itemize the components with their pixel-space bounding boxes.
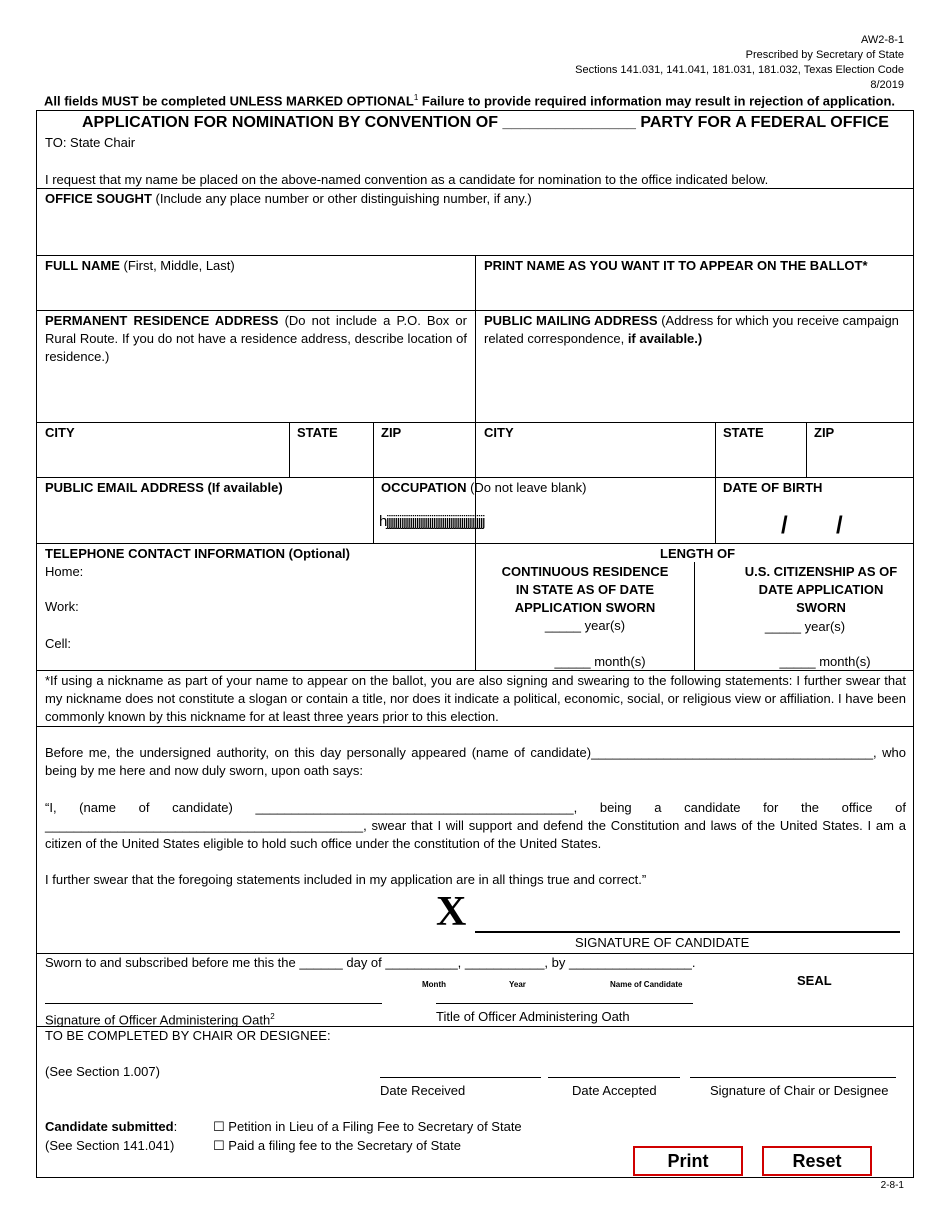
chair-heading: TO BE COMPLETED BY CHAIR OR DESIGNEE:: [45, 1028, 331, 1043]
year-caption: Year: [509, 980, 526, 989]
see-section-141041: (See Section 141.041): [45, 1138, 175, 1153]
residence-years[interactable]: _____ year(s): [544, 618, 626, 633]
residence-months[interactable]: _____ month(s): [554, 654, 646, 669]
date-received-line[interactable]: [380, 1077, 541, 1078]
occupation-field[interactable]: hjjjjjjjjjjjjjjjjjjjjjjjjjjjjjjjjjjjjjjjjjjjjjj: [379, 513, 485, 530]
oath-further: I further swear that the foregoing statements included in my application are in all things true and correct.”: [45, 872, 647, 887]
form-header: [575, 33, 904, 93]
residence-length-heading: CONTINUOUS RESIDENCE IN STATE AS OF DATE APPLICATION SWORN: [501, 564, 669, 615]
mailing-state-label: STATE: [723, 425, 764, 440]
mailing-city-label: CITY: [484, 425, 514, 440]
officer-signature-label: Signature of Officer Administering Oath$^2$: [45, 1012, 275, 1028]
form-title: APPLICATION FOR NOMINATION BY CONVENTION OF _______________ PARTY FOR A FEDERAL OFFICE: [82, 114, 889, 131]
print-button[interactable]: Print: [633, 1146, 743, 1176]
date-accepted-label: Date Accepted: [572, 1083, 657, 1098]
checkbox-icon[interactable]: ☐: [213, 1120, 225, 1135]
column-divider: [373, 422, 374, 543]
work-phone-label: Work:: [45, 599, 79, 614]
oath-intro: Before me, the undersigned authority, on this day personally appeared (name of candidate)_______________________________________, who being by me here and now duly sworn, upon oath says:: [45, 745, 906, 778]
mailing-zip-label: ZIP: [814, 425, 835, 440]
residence-address-label: PERMANENT RESIDENCE ADDRESS (Do not include a P.O. Box or Rural Route. If you do not have a residence address, describe location of residence.): [45, 313, 467, 364]
option-petition[interactable]: ☐ Petition in Lieu of a Filing Fee to Secretary of State: [213, 1119, 522, 1135]
residence-city-label: CITY: [45, 425, 75, 440]
seal-label: SEAL: [797, 973, 832, 988]
footer-code: 2-8-1: [880, 1180, 904, 1191]
see-section-1007: (See Section 1.007): [45, 1064, 160, 1079]
officer-title-line[interactable]: [436, 1003, 693, 1004]
signature-caption: SIGNATURE OF CANDIDATE: [575, 935, 750, 950]
date-accepted-line[interactable]: [548, 1077, 680, 1078]
form-date: 8/2019: [870, 79, 904, 91]
residence-zip-label: ZIP: [381, 425, 402, 440]
officer-signature-line[interactable]: [45, 1003, 382, 1004]
name-caption: Name of Candidate: [610, 980, 683, 989]
divider: [36, 726, 914, 727]
email-label: PUBLIC EMAIL ADDRESS (If available): [45, 480, 283, 495]
column-divider: [715, 422, 716, 543]
residence-state-label: STATE: [297, 425, 338, 440]
code-sections: Sections 141.031, 141.041, 181.031, 181.032, Texas Election Code: [575, 64, 904, 76]
form-id: AW2-8-1: [861, 34, 904, 46]
chair-signature-line[interactable]: [690, 1077, 896, 1078]
column-divider: [289, 422, 290, 477]
cell-phone-label: Cell:: [45, 636, 72, 651]
prescribed-by: Prescribed by Secretary of State: [745, 49, 904, 61]
occupation-label: OCCUPATION (Do not leave blank): [381, 480, 587, 495]
office-sought-label: OFFICE SOUGHT (Include any place number or other distinguishing number, if any.): [45, 191, 532, 206]
signature-x-mark: X: [436, 889, 467, 935]
nickname-statement: *If using a nickname as part of your name to appear on the ballot, you are also signing and swearing to the following statements: I further swear that my nickname does not constitute a slogan or contain a title, nor does it indicate a political, economic, social, or religious view or affiliation. I have been commonly known by this nickname for at least three years prior to this election.: [45, 673, 906, 724]
full-name-label: FULL NAME (First, Middle, Last): [45, 258, 235, 273]
column-divider: [475, 255, 476, 670]
home-phone-label: Home:: [45, 564, 84, 579]
date-of-birth-label: DATE OF BIRTH: [723, 480, 823, 495]
dob-separator: /: [781, 512, 788, 539]
chair-signature-label: Signature of Chair or Designee: [710, 1083, 889, 1098]
request-statement: I request that my name be placed on the above-named convention as a candidate for nomination to the office indicated below.: [45, 172, 769, 187]
dob-separator: /: [836, 512, 843, 539]
option-filing-fee[interactable]: ☐ Paid a filing fee to the Secretary of State: [213, 1138, 461, 1154]
citizenship-years[interactable]: _____ year(s): [764, 619, 846, 634]
ballot-name-label: PRINT NAME AS YOU WANT IT TO APPEAR ON THE BALLOT*: [484, 258, 868, 273]
reset-button[interactable]: Reset: [762, 1146, 872, 1176]
telephone-label: TELEPHONE CONTACT INFORMATION (Optional): [45, 546, 350, 561]
to-state-chair: TO: State Chair: [45, 135, 136, 150]
mailing-address-label: PUBLIC MAILING ADDRESS (Address for which you receive campaign related correspondence, if available.): [484, 313, 899, 346]
checkbox-icon[interactable]: ☐: [213, 1139, 225, 1154]
officer-title-label: Title of Officer Administering Oath: [436, 1009, 630, 1024]
oath-body: “I, (name of candidate) ____________________________________________, being a candidate for the office of ____________________________________________, swear that I will support and defend the Constitution and laws of the United States. I am a citizen of the United States eligible to hold such office under the constitution of the United States.: [45, 800, 906, 851]
citizenship-months[interactable]: _____ month(s): [779, 654, 871, 669]
required-fields-notice: All fields MUST be completed UNLESS MARKED OPTIONAL$^1$ Failure to provide required information may result in rejection of application.: [44, 93, 896, 109]
length-of-label: LENGTH OF: [660, 546, 736, 561]
column-divider: [806, 422, 807, 477]
date-received-label: Date Received: [380, 1083, 466, 1098]
citizenship-length-heading: U.S. CITIZENSHIP AS OF DATE APPLICATION SWORN: [744, 564, 898, 615]
candidate-signature-line[interactable]: [475, 931, 900, 933]
sworn-statement: Sworn to and subscribed before me this the ______ day of __________, ___________, by _________________.: [45, 955, 696, 970]
month-caption: Month: [422, 980, 446, 989]
candidate-submitted-label: Candidate submitted:: [45, 1119, 178, 1134]
